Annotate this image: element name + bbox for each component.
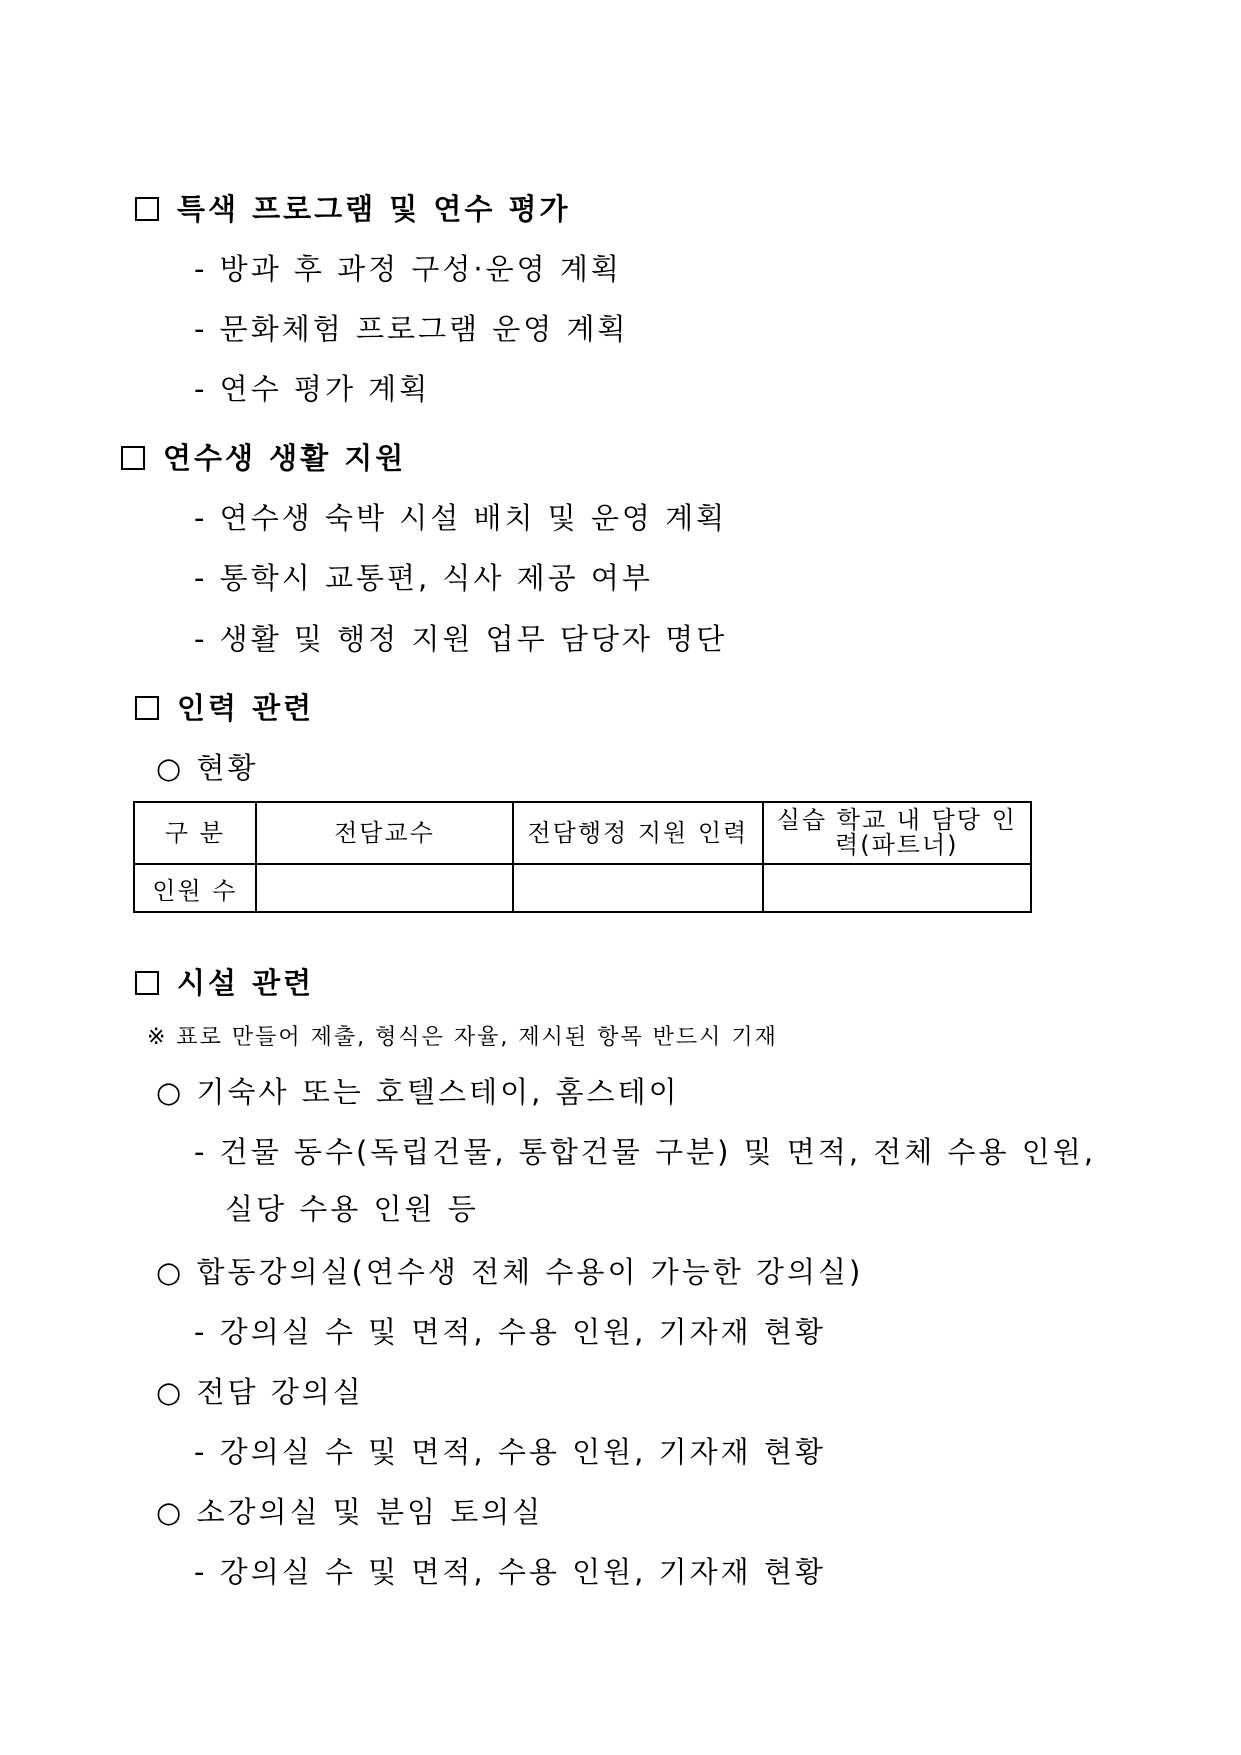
facility-group-title: ○ 소강의실 및 분임 토의실 [156, 1495, 544, 1529]
table-cell [513, 864, 762, 912]
facility-detail: - 건물 동수(독립건물, 통합건물 구분) 및 면적, 전체 수용 인원, [194, 1135, 1097, 1169]
facility-detail: - 강의실 수 및 면적, 수용 인원, 기자재 현황 [194, 1435, 826, 1469]
list-item: - 생활 및 행정 지원 업무 담당자 명단 [194, 622, 728, 656]
table-cell [256, 864, 513, 912]
section-title: 인력 관련 [177, 691, 315, 725]
section-staff-heading [135, 686, 314, 727]
facility-detail-continued: 실당 수용 인원 등 [225, 1192, 479, 1226]
table-cell: 인원 수 [134, 864, 256, 912]
table-header-row [134, 802, 1031, 864]
facility-detail: - 강의실 수 및 면적, 수용 인원, 기자재 현황 [194, 1555, 826, 1589]
section-facility-heading [135, 961, 314, 1002]
list-item: - 문화체험 프로그램 운영 계획 [194, 312, 629, 346]
checkbox-square-icon [121, 446, 145, 470]
list-item: - 통학시 교통편, 식사 제공 여부 [194, 561, 653, 595]
table-header-cell: 구 분 [134, 802, 256, 864]
facility-group-title: ○ 기숙사 또는 호텔스테이, 홈스테이 [156, 1075, 680, 1109]
table-header-cell: 전담교수 [256, 802, 513, 864]
table-row [134, 864, 1031, 912]
list-item: - 방과 후 과정 구성·운영 계획 [194, 252, 622, 286]
section-program-heading [135, 187, 571, 228]
section-title: 시설 관련 [177, 966, 315, 1000]
staff-status-table [133, 801, 1032, 913]
facility-group-title: ○ 합동강의실(연수생 전체 수용이 가능한 강의실) [156, 1255, 864, 1289]
table-cell [763, 864, 1031, 912]
table-header-cell: 전담행정 지원 인력 [513, 802, 762, 864]
checkbox-square-icon [135, 197, 159, 221]
section-title: 특색 프로그램 및 연수 평가 [177, 192, 571, 226]
list-item: - 연수 평가 계획 [194, 372, 431, 406]
facility-group-title: ○ 전담 강의실 [156, 1375, 364, 1409]
table-header-cell: 실습 학교 내 담당 인력(파트너) [763, 802, 1031, 864]
submission-note: ※ 표로 만들어 제출, 형식은 자율, 제시된 항목 반드시 기재 [147, 1025, 778, 1050]
list-item: - 연수생 숙박 시설 배치 및 운영 계획 [194, 501, 728, 535]
checkbox-square-icon [135, 696, 159, 720]
section-title: 연수생 생활 지원 [163, 441, 407, 475]
status-label: ○ 현황 [156, 751, 259, 785]
facility-detail: - 강의실 수 및 면적, 수용 인원, 기자재 현황 [194, 1315, 826, 1349]
section-life-heading [121, 436, 406, 477]
checkbox-square-icon [135, 971, 159, 995]
